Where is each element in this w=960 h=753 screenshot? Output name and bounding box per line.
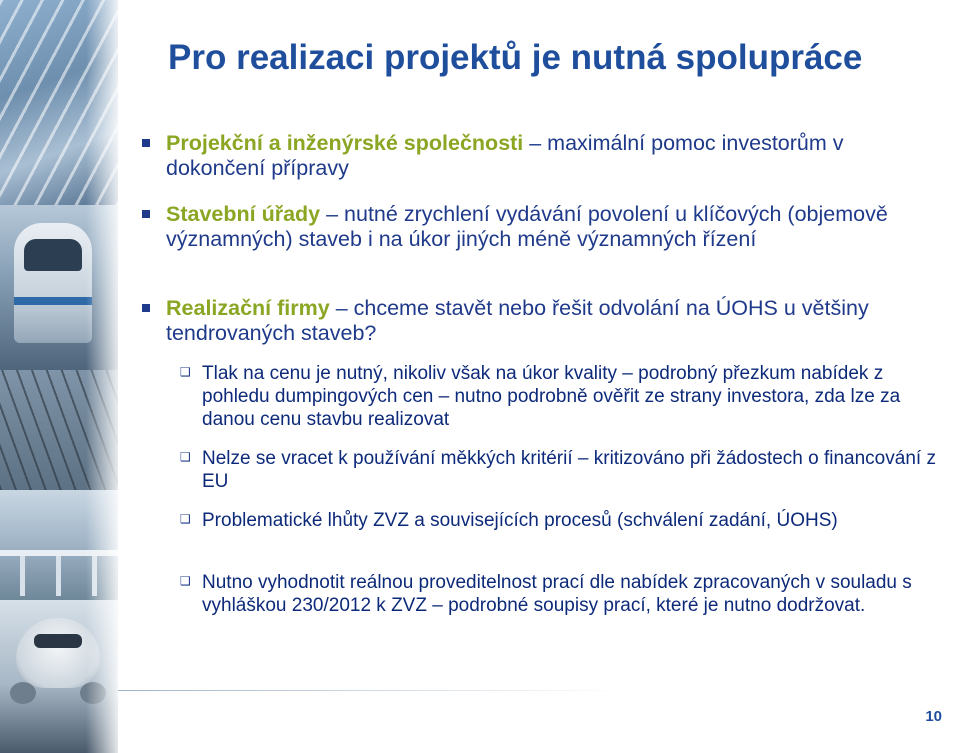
checkbox-bullet-icon: ❑: [180, 365, 191, 379]
checkbox-bullet-icon: ❑: [180, 512, 191, 526]
bullet-rest: – nutné zrychlení vydávání povolení u klíčových (objemově významných) staveb i na úkor jiných méně významných řízení: [166, 202, 888, 251]
bridge-pier: [20, 556, 25, 596]
checkbox-bullet-icon: ❑: [180, 574, 191, 588]
bullet-rest: – chceme stavět nebo řešit odvolání na ÚOHS u většiny tendrovaných staveb?: [166, 296, 869, 345]
decorative-photo-strip: [0, 0, 118, 753]
sub-bullet-text: Problematické lhůty ZVZ a souvisejících procesů (schválení zadání, ÚOHS): [202, 510, 838, 531]
sub-bullet-text: Tlak na cenu je nutný, nikoliv však na úkor kvality – podrobný přezkum nabídek z pohledu dumpingových cen – nutno podrobně ověřit ze strany investora, zda lze za danou cenu stavbu realizovat: [202, 363, 901, 430]
slide-title: Pro realizaci projektů je nutná spolupráce: [168, 38, 863, 77]
strip-fade: [86, 0, 118, 753]
bullet-highlight: Stavební úřady: [166, 202, 321, 226]
sub-bullet-text: Nelze se vracet k používání měkkých kritérií – kritizováno při žádostech o financování z EU: [202, 448, 936, 492]
bullet-highlight: Projekční a inženýrské společnosti: [166, 131, 524, 155]
square-bullet-icon: [142, 304, 150, 312]
checkbox-bullet-icon: ❑: [180, 450, 191, 464]
sub-bullet-text: Nutno vyhodnotit reálnou proveditelnost prací dle nabídek zpracovaných v souladu s vyhláškou 230/2012 k ZVZ – podrobné soupisy prací, které je nutno dodržovat.: [202, 572, 912, 616]
airplane-engine: [10, 682, 36, 704]
square-bullet-icon: [142, 139, 150, 147]
bullet-text: [166, 202, 926, 252]
bullet-highlight: Realizační firmy: [166, 296, 330, 320]
train-window: [24, 239, 82, 271]
airplane-cockpit: [34, 634, 82, 648]
bridge-pier: [56, 556, 61, 596]
square-bullet-icon: [142, 210, 150, 218]
train-stripe: [14, 297, 92, 305]
bullet-rest: – maximální pomoc investorům v dokončení přípravy: [166, 131, 844, 180]
page-number: 10: [925, 708, 942, 725]
footer-divider: [118, 690, 960, 691]
bullet-text: [166, 131, 926, 181]
bullet-text: [166, 296, 926, 346]
